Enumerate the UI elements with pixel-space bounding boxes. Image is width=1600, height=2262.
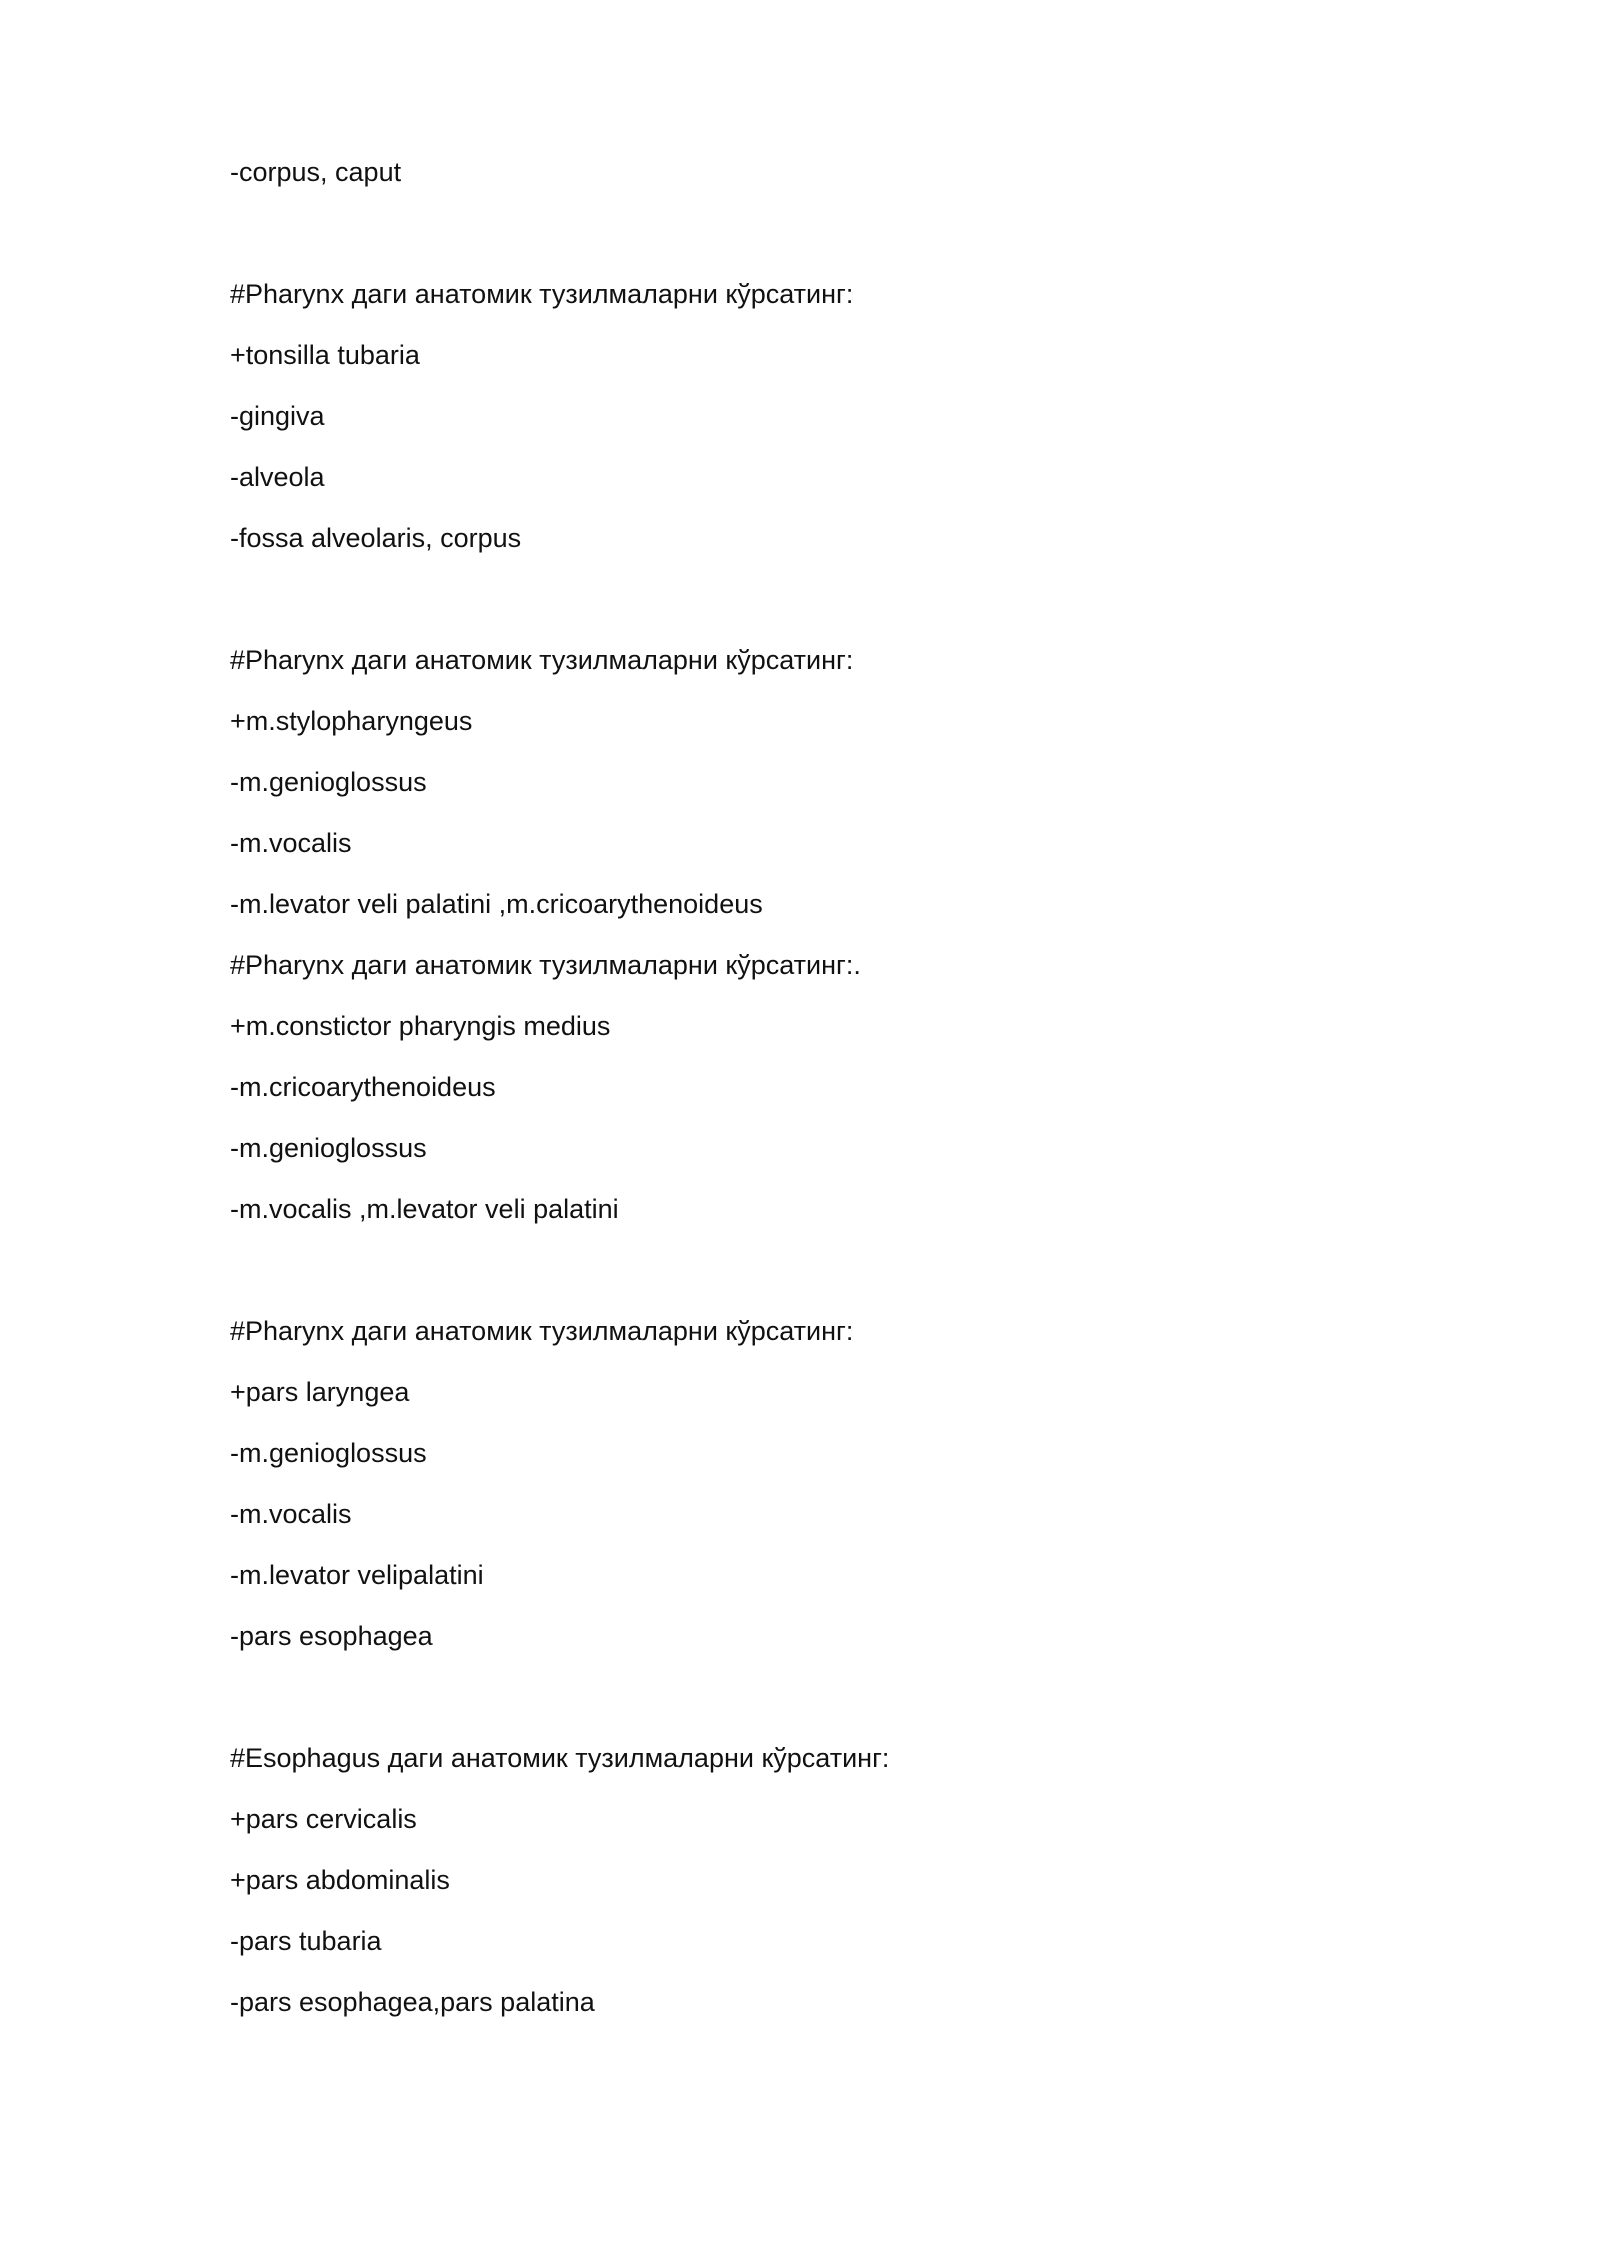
answer-option: -pars esophagea,pars palatina (230, 1987, 595, 2017)
answer-option: -m.vocalis (230, 1499, 352, 1529)
spacer (230, 212, 1430, 273)
spacer (230, 578, 1430, 639)
answer-option: -alveola (230, 462, 325, 492)
answer-option: -gingiva (230, 401, 325, 431)
answer-option: +pars laryngea (230, 1377, 410, 1407)
answer-option: -fossa alveolaris, corpus (230, 523, 522, 553)
question-prompt: #Esophagus даги анатомик тузилмаларни кўрсатинг: (230, 1743, 890, 1773)
answer-option: +pars abdominalis (230, 1865, 450, 1895)
answer-option: -m.cricoarythenoideus (230, 1072, 496, 1102)
question-prompt: #Pharynx даги анатомик тузилмаларни кўрсатинг: (230, 645, 854, 675)
answer-option: -m.genioglossus (230, 1438, 427, 1468)
intro-line: -corpus, caput (230, 157, 402, 187)
answer-option: +m.constictor pharyngis medius (230, 1011, 611, 1041)
question-prompt: #Pharynx даги анатомик тузилмаларни кўрсатинг:. (230, 950, 861, 980)
question-prompt: #Pharynx даги анатомик тузилмаларни кўрсатинг: (230, 1316, 854, 1346)
answer-option: -pars esophagea (230, 1621, 433, 1651)
answer-option: +tonsilla tubaria (230, 340, 420, 370)
spacer (230, 1249, 1430, 1310)
answer-option: -m.levator veli palatini ,m.cricoarythenoideus (230, 889, 763, 919)
question-block-2 (230, 639, 1430, 944)
question-block-3 (230, 944, 1430, 1249)
answer-option: -m.vocalis (230, 828, 352, 858)
answer-option: -m.genioglossus (230, 1133, 427, 1163)
question-block-4 (230, 1310, 1430, 1676)
question-prompt: #Pharynx даги анатомик тузилмаларни кўрсатинг: (230, 279, 854, 309)
document-content (230, 151, 1430, 2042)
answer-option: -m.vocalis ,m.levator veli palatini (230, 1194, 619, 1224)
answer-option: -m.genioglossus (230, 767, 427, 797)
question-block-1 (230, 273, 1430, 578)
answer-option: +pars cervicalis (230, 1804, 417, 1834)
answer-option: +m.stylopharyngeus (230, 706, 473, 736)
answer-option: -pars tubaria (230, 1926, 382, 1956)
spacer (230, 1676, 1430, 1737)
answer-option: -m.levator velipalatini (230, 1560, 484, 1590)
question-block-5 (230, 1737, 1430, 2042)
